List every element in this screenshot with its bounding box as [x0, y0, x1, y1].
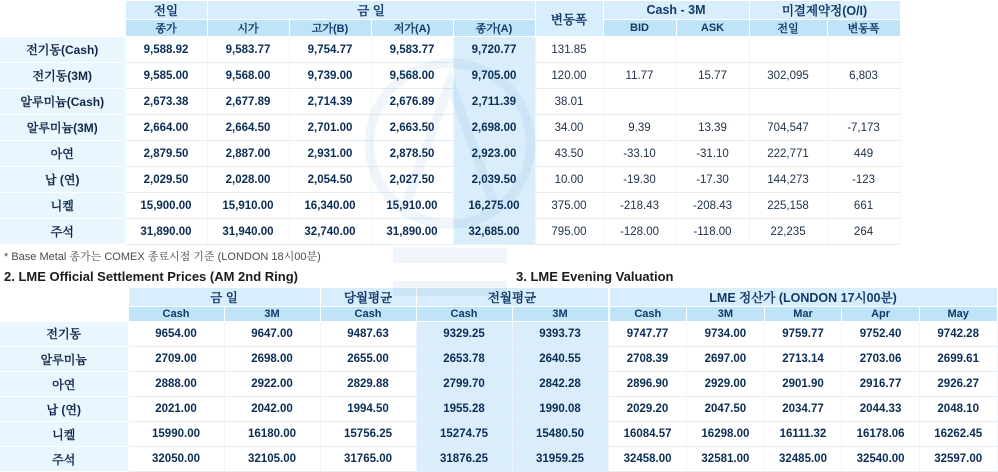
cell: 9,739.00 — [289, 63, 371, 89]
table3-group-header-row — [609, 288, 997, 307]
table-row — [0, 372, 608, 397]
cell: 15,910.00 — [207, 193, 289, 219]
cell: 2901.90 — [764, 372, 842, 397]
cell: 2048.10 — [919, 397, 997, 422]
cell: 32,740.00 — [289, 219, 371, 245]
row-label-zinc: 아연 — [0, 372, 128, 397]
cell: -33.10 — [603, 141, 676, 167]
cell: 9487.63 — [320, 322, 416, 347]
cell: 2713.14 — [764, 347, 842, 372]
cell: 16084.57 — [609, 422, 687, 447]
cell: 15990.00 — [128, 422, 224, 447]
cell: 1990.08 — [512, 397, 608, 422]
cell: 2,027.50 — [371, 167, 453, 193]
cell: 9654.00 — [128, 322, 224, 347]
cell: 9747.77 — [609, 322, 687, 347]
cell: 31876.25 — [416, 447, 512, 472]
sub-header-low: 저가(A) — [371, 20, 453, 37]
cell: 38.01 — [535, 89, 603, 115]
cell: 10.00 — [535, 167, 603, 193]
cell: 9,568.00 — [371, 63, 453, 89]
cell: 32581.00 — [687, 447, 765, 472]
cell: 2888.00 — [128, 372, 224, 397]
sub-header-oi-prev: 전일 — [749, 20, 827, 37]
cell: 32540.00 — [842, 447, 920, 472]
table-row — [0, 63, 900, 89]
cell: -123 — [827, 167, 900, 193]
cell: 2,054.50 — [289, 167, 371, 193]
table1-group-header-row — [0, 1, 900, 20]
sub-header-close: 종가(A) — [453, 20, 535, 37]
sub-header-prev-close: 종가 — [125, 20, 207, 37]
cell: 449 — [827, 141, 900, 167]
cell: -118.00 — [676, 219, 749, 245]
cell: 2655.00 — [320, 347, 416, 372]
sub-header-bid: BID — [603, 20, 676, 37]
cell: 2842.28 — [512, 372, 608, 397]
table1-sub-header-row — [0, 20, 900, 37]
cell: 144,273 — [749, 167, 827, 193]
corner-cell — [0, 1, 125, 20]
row-label-aluminium-cash: 알루미늄(Cash) — [0, 89, 125, 115]
sub-header-3m: 3M — [687, 307, 765, 322]
table-row — [0, 141, 900, 167]
row-label-zinc: 아연 — [0, 141, 125, 167]
cell: 31,940.00 — [207, 219, 289, 245]
table-row — [0, 115, 900, 141]
daily-metal-prices-table — [0, 0, 901, 245]
cell: 11.77 — [603, 63, 676, 89]
row-label-nickel: 니켈 — [0, 193, 125, 219]
row-label-tin: 주석 — [0, 447, 128, 472]
corner-cell-2 — [0, 20, 125, 37]
cell: 16,275.00 — [453, 193, 535, 219]
cell: 302,095 — [749, 63, 827, 89]
row-label-copper-3m: 전기동(3M) — [0, 63, 125, 89]
cell: 32458.00 — [609, 447, 687, 472]
sub-header-cash: Cash — [609, 307, 687, 322]
cell: 32597.00 — [919, 447, 997, 472]
cell: 2,878.50 — [371, 141, 453, 167]
sub-header-3m: 3M — [224, 307, 320, 322]
sub-header-ask: ASK — [676, 20, 749, 37]
sub-header-cash-prev-month: Cash — [416, 307, 512, 322]
group-header-change: 변동폭 — [535, 1, 603, 37]
cell: 9,585.00 — [125, 63, 207, 89]
table-row — [609, 372, 997, 397]
cell — [749, 37, 827, 63]
cell: 2,676.89 — [371, 89, 453, 115]
cell — [676, 89, 749, 115]
cell: -128.00 — [603, 219, 676, 245]
cell: 2034.77 — [764, 397, 842, 422]
cell: 9742.28 — [919, 322, 997, 347]
cell: 9,588.92 — [125, 37, 207, 63]
table-row — [609, 347, 997, 372]
cell: 2,714.39 — [289, 89, 371, 115]
cell: 6,803 — [827, 63, 900, 89]
cell — [827, 37, 900, 63]
sub-header-cash: Cash — [128, 307, 224, 322]
cell: 15,900.00 — [125, 193, 207, 219]
cell: 16178.06 — [842, 422, 920, 447]
cell: 16180.00 — [224, 422, 320, 447]
cell: 2,028.00 — [207, 167, 289, 193]
table-row — [0, 447, 608, 472]
corner-cell-3 — [0, 288, 128, 307]
cell: 15480.50 — [512, 422, 608, 447]
cell: 2042.00 — [224, 397, 320, 422]
group-header-cash-3m: Cash - 3M — [603, 1, 749, 20]
cell: 2,711.39 — [453, 89, 535, 115]
cell: 225,158 — [749, 193, 827, 219]
cell: 795.00 — [535, 219, 603, 245]
cell: 9752.40 — [842, 322, 920, 347]
cell — [827, 89, 900, 115]
cell: 9759.77 — [764, 322, 842, 347]
cell: 2697.00 — [687, 347, 765, 372]
cell: 16111.32 — [764, 422, 842, 447]
cell: 2922.00 — [224, 372, 320, 397]
row-label-aluminium: 알루미늄 — [0, 347, 128, 372]
row-label-aluminium-3m: 알루미늄(3M) — [0, 115, 125, 141]
cell: 16298.00 — [687, 422, 765, 447]
group-header-lme-settlement: LME 정산가 (LONDON 17시00분) — [609, 288, 997, 307]
sub-header-open: 시가 — [207, 20, 289, 37]
cell: 15,910.00 — [371, 193, 453, 219]
cell — [603, 89, 676, 115]
cell: 9,568.00 — [207, 63, 289, 89]
cell: 2,698.00 — [453, 115, 535, 141]
table-row — [609, 447, 997, 472]
group-header-month-avg: 당월평균 — [320, 288, 416, 307]
section2-title: 2. LME Official Settlement Prices (AM 2nd Ring) — [4, 269, 298, 284]
cell: 2,887.00 — [207, 141, 289, 167]
cell: 9,583.77 — [207, 37, 289, 63]
table-row — [609, 322, 997, 347]
table-row — [0, 322, 608, 347]
corner-cell-4 — [0, 307, 128, 322]
evening-valuation-table — [609, 287, 998, 472]
cell: 2047.50 — [687, 397, 765, 422]
cell: 32485.00 — [764, 447, 842, 472]
cell: 31,890.00 — [371, 219, 453, 245]
cell: -31.10 — [676, 141, 749, 167]
cell: 2829.88 — [320, 372, 416, 397]
cell: 9329.25 — [416, 322, 512, 347]
cell: 2,923.00 — [453, 141, 535, 167]
table-row — [609, 422, 997, 447]
group-header-today-2: 금 일 — [128, 288, 320, 307]
row-label-lead: 납 (연) — [0, 397, 128, 422]
cell: -7,173 — [827, 115, 900, 141]
table-row — [0, 37, 900, 63]
cell: 2926.27 — [919, 372, 997, 397]
cell: 2,039.50 — [453, 167, 535, 193]
cell: -208.43 — [676, 193, 749, 219]
cell: 2,677.89 — [207, 89, 289, 115]
cell: 2699.61 — [919, 347, 997, 372]
cell: -218.43 — [603, 193, 676, 219]
cell: 264 — [827, 219, 900, 245]
sub-header-oi-change: 변동폭 — [827, 20, 900, 37]
cell: 31,890.00 — [125, 219, 207, 245]
cell: 9734.00 — [687, 322, 765, 347]
cell: 32050.00 — [128, 447, 224, 472]
table-row — [609, 397, 997, 422]
cell: 9,754.77 — [289, 37, 371, 63]
row-label-copper-cash: 전기동(Cash) — [0, 37, 125, 63]
cell: 31959.25 — [512, 447, 608, 472]
cell: 2708.39 — [609, 347, 687, 372]
group-header-open-interest: 미결제약정(O/I) — [749, 1, 900, 20]
cell: 2916.77 — [842, 372, 920, 397]
group-header-prev-month-avg: 전월평균 — [416, 288, 608, 307]
cell: 704,547 — [749, 115, 827, 141]
cell: 2929.00 — [687, 372, 765, 397]
cell: 2,029.50 — [125, 167, 207, 193]
group-header-prev-close: 전일 — [125, 1, 207, 20]
bottom-tables-wrapper — [0, 287, 983, 472]
cell: 31765.00 — [320, 447, 416, 472]
cell: 2698.00 — [224, 347, 320, 372]
table2-sub-header-row — [0, 307, 608, 322]
cell: 2,663.50 — [371, 115, 453, 141]
row-label-lead: 납 (연) — [0, 167, 125, 193]
sub-header-apr: Apr — [842, 307, 920, 322]
row-label-copper: 전기동 — [0, 322, 128, 347]
cell: 9.39 — [603, 115, 676, 141]
table2-group-header-row — [0, 288, 608, 307]
cell: 43.50 — [535, 141, 603, 167]
cell: 131.85 — [535, 37, 603, 63]
cell: 15274.75 — [416, 422, 512, 447]
sub-header-may: May — [919, 307, 997, 322]
cell — [676, 37, 749, 63]
cell: 1955.28 — [416, 397, 512, 422]
cell: 2,664.50 — [207, 115, 289, 141]
section-titles-row — [0, 265, 900, 287]
sub-header-cash-month: Cash — [320, 307, 416, 322]
cell: 13.39 — [676, 115, 749, 141]
cell: 2640.55 — [512, 347, 608, 372]
row-label-nickel: 니켈 — [0, 422, 128, 447]
sub-header-3m-prev-month: 3M — [512, 307, 608, 322]
cell: 9,583.77 — [371, 37, 453, 63]
cell: 375.00 — [535, 193, 603, 219]
table-row — [0, 89, 900, 115]
cell: 34.00 — [535, 115, 603, 141]
cell: 120.00 — [535, 63, 603, 89]
section3-title: 3. LME Evening Valuation — [516, 269, 674, 284]
table-row — [0, 167, 900, 193]
table3-sub-header-row — [609, 307, 997, 322]
table-row — [0, 397, 608, 422]
cell: 2,879.50 — [125, 141, 207, 167]
cell — [603, 37, 676, 63]
cell: 16,340.00 — [289, 193, 371, 219]
cell — [749, 89, 827, 115]
cell: 15.77 — [676, 63, 749, 89]
official-settlement-prices-table — [0, 287, 609, 472]
cell: 2653.78 — [416, 347, 512, 372]
table-row — [0, 193, 900, 219]
footnote: * Base Metal 종가는 COMEX 종료시점 기준 (LONDON 18시00분) — [4, 251, 321, 263]
cell: 222,771 — [749, 141, 827, 167]
cell: 661 — [827, 193, 900, 219]
cell: 32,685.00 — [453, 219, 535, 245]
cell: 2029.20 — [609, 397, 687, 422]
cell: -17.30 — [676, 167, 749, 193]
cell: 2,931.00 — [289, 141, 371, 167]
cell: 2021.00 — [128, 397, 224, 422]
cell: 22,235 — [749, 219, 827, 245]
cell: 2,701.00 — [289, 115, 371, 141]
cell: 9,705.00 — [453, 63, 535, 89]
cell: 9,720.77 — [453, 37, 535, 63]
cell: 2799.70 — [416, 372, 512, 397]
cell: 2,673.38 — [125, 89, 207, 115]
cell: -19.30 — [603, 167, 676, 193]
table-row — [0, 219, 900, 245]
cell: 2703.06 — [842, 347, 920, 372]
sub-header-mar: Mar — [764, 307, 842, 322]
cell: 2044.33 — [842, 397, 920, 422]
cell: 2896.90 — [609, 372, 687, 397]
cell: 9393.73 — [512, 322, 608, 347]
group-header-today: 금 일 — [207, 1, 535, 20]
row-label-tin: 주석 — [0, 219, 125, 245]
cell: 1994.50 — [320, 397, 416, 422]
cell: 16262.45 — [919, 422, 997, 447]
sub-header-high: 고가(B) — [289, 20, 371, 37]
table-row — [0, 422, 608, 447]
table-row — [0, 347, 608, 372]
cell: 9647.00 — [224, 322, 320, 347]
cell: 2,664.00 — [125, 115, 207, 141]
cell: 32105.00 — [224, 447, 320, 472]
cell: 15756.25 — [320, 422, 416, 447]
cell: 2709.00 — [128, 347, 224, 372]
